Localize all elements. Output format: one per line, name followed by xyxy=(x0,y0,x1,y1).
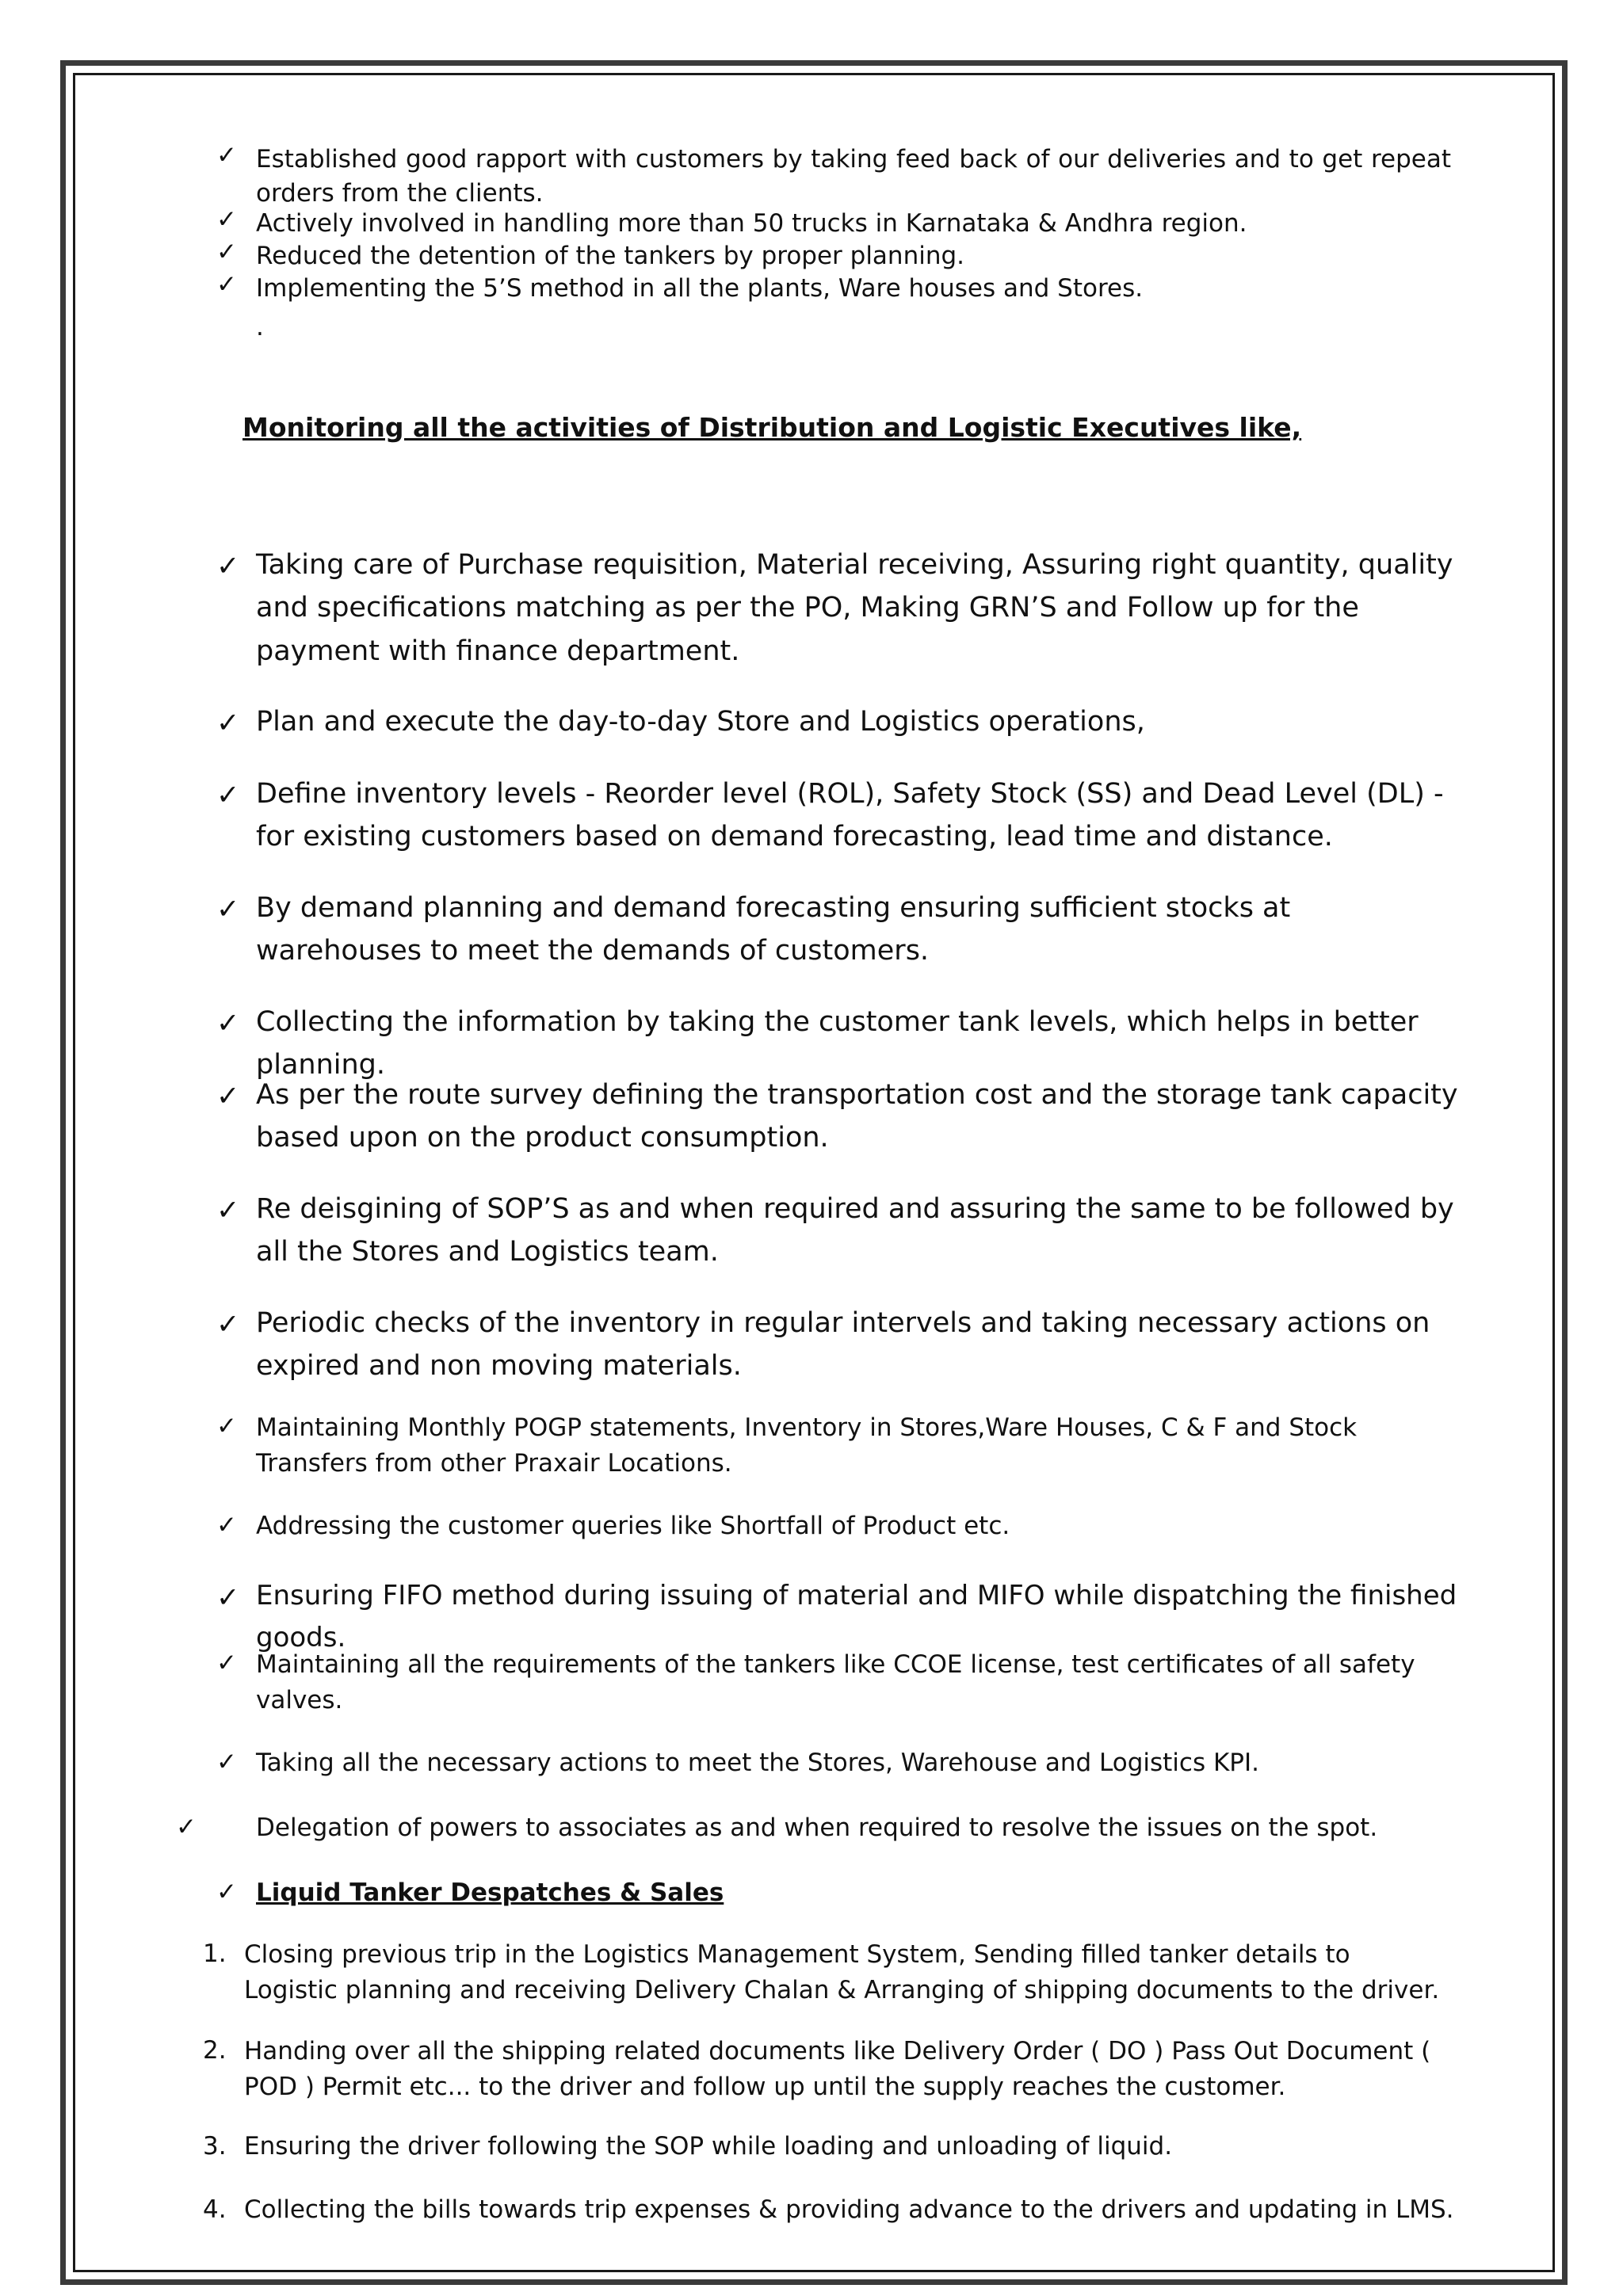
monitoring-bullet-1: Taking care of Purchase requisition, Material receiving, Assuring right quantity, quality and specifications matching as per the PO, Making GRN’S and Follow up for the payment with finance department. xyxy=(256,549,1453,667)
monitoring-bullet-2: Plan and execute the day-to-day Store and Logistics operations, xyxy=(256,706,1145,738)
check-icon: ✓ xyxy=(216,1309,240,1341)
check-icon: ✓ xyxy=(216,1748,237,1776)
check-icon: ✓ xyxy=(176,1813,197,1841)
check-icon: ✓ xyxy=(216,1081,240,1112)
monitoring-bullet-3: Define inventory levels - Reorder level (ROL), Safety Stock (SS) and Dead Level (DL) - for existing customers based on demand forecasting, lead time and distance. xyxy=(256,778,1444,853)
check-icon: ✓ xyxy=(216,1412,237,1440)
check-icon: ✓ xyxy=(216,270,237,299)
check-icon: ✓ xyxy=(216,894,240,925)
numbered-item-1: Closing previous trip in the Logistics Management System, Sending filled tanker details to Logistic planning and receiving Delivery Chalan & Arranging of shipping documents to the driver. xyxy=(244,1940,1440,2004)
top-bullet-2: Actively involved in handling more than 50 trucks in Karnataka & Andhra region. xyxy=(256,209,1247,238)
top-bullet-1: Established good rapport with customers by taking feed back of our deliveries and to get repeat orders from the clients. xyxy=(256,145,1451,208)
monitoring-bullet-10: Addressing the customer queries like Shortfall of Product etc. xyxy=(256,1512,1010,1540)
monitoring-bullet-13: Taking all the necessary actions to meet the Stores, Warehouse and Logistics KPI. xyxy=(256,1749,1259,1777)
top-bullet-3: Reduced the detention of the tankers by proper planning. xyxy=(256,242,965,270)
section-heading: Monitoring all the activities of Distribution and Logistic Executives like, xyxy=(242,412,1302,443)
monitoring-bullet-5: Collecting the information by taking the customer tank levels, which helps in better planning. xyxy=(256,1006,1419,1081)
monitoring-bullet-8: Periodic checks of the inventory in regular intervels and taking necessary actions on expired and non moving materials. xyxy=(256,1307,1430,1383)
check-icon: ✓ xyxy=(216,1195,240,1226)
check-icon: ✓ xyxy=(216,1649,237,1677)
check-icon: ✓ xyxy=(216,238,237,266)
numbered-item-4: Collecting the bills towards trip expenses & providing advance to the drivers and updating in LMS. xyxy=(244,2195,1454,2224)
stray-dot: . xyxy=(256,313,264,341)
check-icon: ✓ xyxy=(216,141,237,170)
monitoring-bullet-11: Ensuring FIFO method during issuing of material and MIFO while dispatching the finished goods. xyxy=(256,1580,1457,1653)
check-icon: ✓ xyxy=(216,551,240,582)
monitoring-bullet-14: Delegation of powers to associates as and when required to resolve the issues on the spot. xyxy=(256,1814,1378,1842)
list-number: 4. xyxy=(203,2195,227,2224)
check-icon: ✓ xyxy=(216,1582,240,1614)
sub-heading: Liquid Tanker Despatches & Sales xyxy=(256,1878,724,1907)
check-icon: ✓ xyxy=(216,1008,240,1039)
check-icon: ✓ xyxy=(216,780,240,811)
monitoring-bullet-4: By demand planning and demand forecasting ensuring sufficient stocks at warehouses to meet the demands of customers. xyxy=(256,892,1291,967)
list-number: 3. xyxy=(203,2132,227,2161)
top-bullet-4: Implementing the 5’S method in all the plants, Ware houses and Stores. xyxy=(256,274,1144,303)
monitoring-bullet-7: Re deisgining of SOP’S as and when required and assuring the same to be followed by all the Stores and Logistics team. xyxy=(256,1193,1454,1268)
monitoring-bullet-9: Maintaining Monthly POGP statements, Inventory in Stores,Ware Houses, C & F and Stock Transfers from other Praxair Locations. xyxy=(256,1413,1358,1478)
check-icon: ✓ xyxy=(216,707,240,739)
list-number: 2. xyxy=(203,2036,227,2065)
list-number: 1. xyxy=(203,1939,227,1968)
check-icon: ✓ xyxy=(216,1511,237,1539)
check-icon: ✓ xyxy=(216,1878,237,1906)
numbered-item-2: Handing over all the shipping related documents like Delivery Order ( DO ) Pass Out Document ( POD ) Permit etc... to the driver and follow up until the supply reaches the customer. xyxy=(244,2037,1431,2101)
monitoring-bullet-12: Maintaining all the requirements of the tankers like CCOE license, test certificates of all safety valves. xyxy=(256,1650,1415,1714)
check-icon: ✓ xyxy=(216,205,237,234)
monitoring-bullet-6: As per the route survey defining the transportation cost and the storage tank capacity based upon on the product consumption. xyxy=(256,1079,1458,1154)
numbered-item-3: Ensuring the driver following the SOP while loading and unloading of liquid. xyxy=(244,2132,1173,2161)
